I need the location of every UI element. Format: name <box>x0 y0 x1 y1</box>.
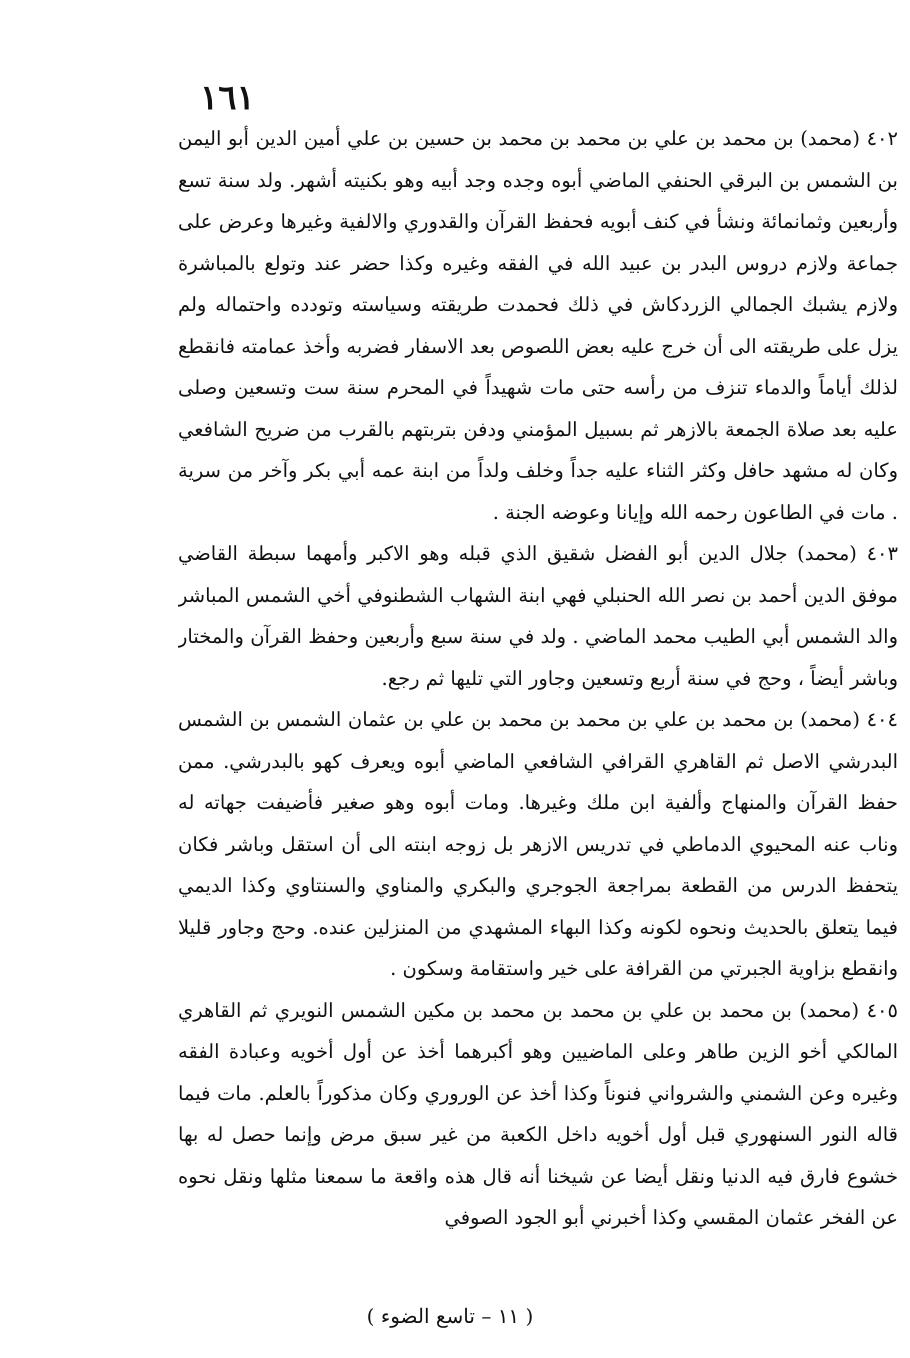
page-number: ١٦١ <box>200 78 255 118</box>
page-footer: ( ١١ – تاسع الضوء ) <box>366 1304 534 1328</box>
entry-404: ٤٠٤ (محمد) بن محمد بن علي بن محمد بن محمد بن علي بن عثمان الشمس بن الشمس البدرشي الاصل ثم القاهري القرافي الشافعي الماضي أبوه ويعرف كهو بالبدرشي. ممن حفظ القرآن والمنهاج وألفية ابن ملك وغيرها. ومات أبوه وهو صغير فأضيفت جهاته له وناب عنه المحيوي الدماطي في تدريس الازهر بل زوجه ابنته الى أن استقل وباشر فكان يتحفظ الدرس من القطعة بمراجعة الجوجري والبكري والمناوي والسنتاوي وكذا الديمي فيما يتعلق بالحديث ونحوه لكونه وكذا البهاء المشهدي من المنزلين عنده. وحج وجاور قليلا وانقطع بزاوية الجبرتي من القرافة على خير واستقامة وسكون . <box>178 708 898 980</box>
page-body <box>178 118 898 1293</box>
entry-403: ٤٠٣ (محمد) جلال الدين أبو الفضل شقيق الذي قبله وهو الاكبر وأمهما سبطة القاضي موفق الدين أحمد بن نصر الله الحنبلي فهي ابنة الشهاب الشطنوفي أخي الشمس المباشر والد الشمس أبي الطيب محمد الماضي . ولد في سنة سبع وأربعين وحفظ القرآن والمختار وباشر أيضاً ، وحج في سنة أربع وتسعين وجاور التي تليها ثم رجع. <box>178 542 898 690</box>
entry-405: ٤٠٥ (محمد) بن محمد بن علي بن محمد بن محمد بن مكين الشمس النويري ثم القاهري المالكي أخو الزين طاهر وعلى الماضيين وهو أكبرهما أخذ عن أول أخويه وعبادة الفقه وغيره وعن الشمني والشرواني فنوناً وكذا أخذ عن الوروري وكان مذكوراً بالعلم. مات فيما قاله النور السنهوري قبل أول أخويه داخل الكعبة من غير سبق مرض وإنما حصل له بها خشوع فارق فيه الدنيا ونقل أيضا عن شيخنا أنه قال هذه واقعة ما سمعنا مثلها ونقل نحوه عن الفخر عثمان المقسي وكذا أخبرني أبو الجود الصوفي <box>178 998 898 1229</box>
entry-402: ٤٠٢ (محمد) بن محمد بن علي بن محمد بن محمد بن حسين بن علي أمين الدين أبو اليمن بن الشمس بن البرقي الحنفي الماضي أبوه وجده وجد أبيه وهو بكنيته أشهر. ولد سنة تسع وأربعين وثمانمائة ونشأ في كنف أبويه فحفظ القرآن والقدوري والالفية وغيرها وعرض على جماعة ولازم دروس البدر بن عبيد الله في الفقه وغيره وكذا حضر عند وتولع بالمباشرة ولازم يشبك الجمالي الزردكاش في ذلك فحمدت طريقته وسياسته وتودده واحتماله ولم يزل على طريقته الى أن خرج عليه بعض اللصوص بعد الاسفار فضربه وأخذ عمامته فانقطع لذلك أياماً والدماء تنزف من رأسه حتى مات شهيداً في المحرم سنة ست وتسعين وصلى عليه بعد صلاة الجمعة بالازهر ثم بسبيل المؤمني ودفن بتربتهم بالقرب من ضريح الشافعي وكان له مشهد حافل وكثر الثناء عليه جداً وخلف ولداً من ابنة عمه أبي بكر وآخر من سرية . مات في الطاعون رحمه الله وإيانا وعوضه الجنة . <box>178 127 898 524</box>
